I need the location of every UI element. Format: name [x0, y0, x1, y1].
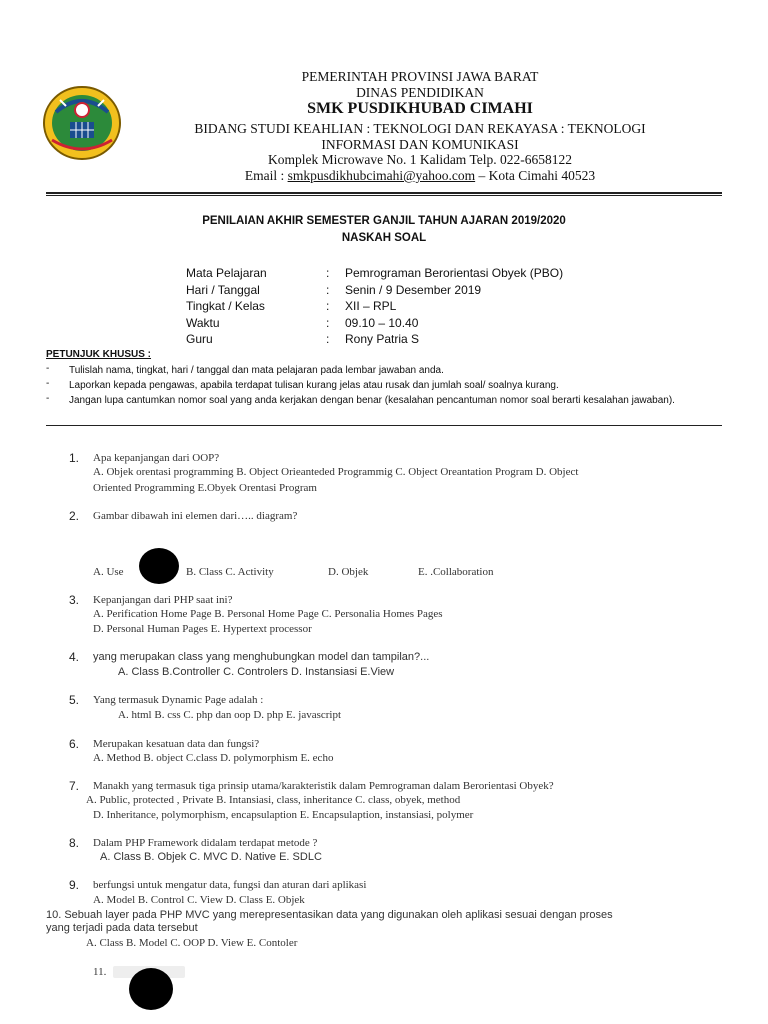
answer-options: Oriented Programming E.Obyek Orentasi Program: [93, 482, 317, 494]
redaction-blob: [129, 968, 173, 1010]
info-label: Waktu: [186, 316, 220, 330]
answer-options: A. html B. css C. php dan oop D. php E. javascript: [118, 709, 342, 721]
instruction-item: Jangan lupa cantumkan nomor soal yang anda kerjakan dengan benar (kesalahan pencantuman nomor soal berarti kesalahan jawaban).: [69, 395, 675, 406]
email-label: Email :: [244, 168, 288, 183]
instructions-heading: PETUNJUK KHUSUS :: [46, 349, 152, 360]
question-number: 5.: [69, 693, 80, 707]
bullet-dash: -: [46, 363, 50, 374]
question-text-cont: yang terjadi pada data tersebut: [46, 922, 198, 934]
letterhead-line1: PEMERINTAH PROVINSI JAWA BARAT: [301, 69, 539, 84]
question-number: 3.: [69, 593, 80, 607]
question-text: yang merupakan class yang menghubungkan model dan tampilan?...: [93, 651, 430, 663]
question-number: 2.: [69, 509, 80, 523]
school-name: SMK PUSDIKHUBAD CIMAHI: [307, 100, 533, 117]
info-label: Guru: [186, 332, 213, 346]
answer-option-bc: B. Class C. Activity: [186, 566, 274, 578]
info-colon: :: [326, 266, 330, 280]
header-divider: [46, 192, 722, 194]
question-number: 1.: [69, 451, 80, 465]
question-text: Manakh yang termasuk tiga prinsip utama/karakteristik dalam Pemrograman dalam Berorientasi Obyek?: [93, 780, 554, 792]
bullet-dash: -: [46, 393, 50, 404]
letterhead-line5: INFORMASI DAN KOMUNIKASI: [321, 137, 519, 152]
instructions-divider: [46, 425, 722, 426]
answer-options: D. Personal Human Pages E. Hypertext processor: [93, 623, 312, 635]
question-number: 6.: [69, 737, 80, 751]
question-text: Gambar dibawah ini elemen dari….. diagram?: [93, 510, 298, 522]
info-value-subject: Pemrograman Berorientasi Obyek (PBO): [345, 266, 564, 280]
info-label: Hari / Tanggal: [186, 283, 260, 297]
question-text: berfungsi untuk mengatur data, fungsi dan aturan dari aplikasi: [93, 879, 367, 891]
question-text: Dalam PHP Framework didalam terdapat metode ?: [93, 837, 318, 849]
provincial-emblem-icon: [42, 82, 122, 164]
question-text: 10. Sebuah layer pada PHP MVC yang merepresentasikan data yang digunakan oleh aplikasi sesuai dengan proses: [46, 909, 613, 921]
info-label: Mata Pelajaran: [186, 266, 267, 280]
answer-option-d: D. Objek: [328, 566, 369, 578]
letterhead-line2: DINAS PENDIDIKAN: [356, 85, 484, 100]
email-suffix: – Kota Cimahi 40523: [475, 168, 596, 183]
info-colon: :: [326, 283, 330, 297]
question-number: 8.: [69, 836, 80, 850]
info-label: Tingkat / Kelas: [186, 299, 265, 313]
answer-options: A. Class B.Controller C. Controlers D. Instansiasi E.View: [118, 666, 395, 678]
answer-options: A. Class B. Model C. OOP D. View E. Contoler: [86, 937, 298, 949]
info-value-teacher: Rony Patria S: [345, 332, 420, 346]
answer-options: A. Method B. object C.class D. polymorphism E. echo: [93, 752, 334, 764]
question-text: Apa kepanjangan dari OOP?: [93, 452, 220, 464]
answer-options: A. Public, protected , Private B. Intansiasi, class, inheritance C. class, obyek, method: [86, 794, 461, 806]
exam-subtitle: NASKAH SOAL: [341, 232, 427, 244]
info-value-date: Senin / 9 Desember 2019: [345, 283, 482, 297]
question-text: Yang termasuk Dynamic Page adalah :: [93, 694, 264, 706]
answer-options: A. Perification Home Page B. Personal Home Page C. Personalia Homes Pages: [93, 608, 443, 620]
question-text: Kepanjangan dari PHP saat ini?: [93, 594, 233, 606]
exam-title: PENILAIAN AKHIR SEMESTER GANJIL TAHUN AJARAN 2019/2020: [202, 215, 566, 227]
answer-options: A. Class B. Objek C. MVC D. Native E. SDLC: [100, 851, 322, 863]
info-value-time: 09.10 – 10.40: [345, 316, 419, 330]
answer-options: D. Inheritance, polymorphism, encapsulaption E. Encapsulaption, instansiasi, polymer: [93, 809, 474, 821]
instruction-item: Tulislah nama, tingkat, hari / tanggal dan mata pelajaran pada lembar jawaban anda.: [69, 365, 444, 376]
info-colon: :: [326, 332, 330, 346]
question-number: 7.: [69, 779, 80, 793]
redaction-blob: [139, 548, 179, 584]
school-email-line: [150, 168, 690, 184]
answer-option-a: A. Use: [93, 566, 124, 578]
email-link[interactable]: smkpusdikhubcimahi@yahoo.com: [287, 168, 476, 183]
info-colon: :: [326, 299, 330, 313]
answer-option-e: E. .Collaboration: [418, 566, 494, 578]
question-number: 9.: [69, 878, 80, 892]
instruction-item: Laporkan kepada pengawas, apabila terdapat tulisan kurang jelas atau rusak dan jumlah soal/ soalnya kurang.: [69, 380, 559, 391]
question-text: Merupakan kesatuan data dan fungsi?: [93, 738, 260, 750]
info-value-class: XII – RPL: [345, 299, 397, 313]
question-number: 4.: [69, 650, 80, 664]
question-number: 11.: [93, 966, 107, 978]
school-address: Komplek Microwave No. 1 Kalidam Telp. 022-6658122: [267, 152, 572, 167]
info-colon: :: [326, 316, 330, 330]
answer-options: A. Objek orentasi programming B. Object Orieanteded Programmig C. Object Oreantation Program D. Object: [93, 466, 579, 478]
bullet-dash: -: [46, 378, 50, 389]
answer-options: A. Model B. Control C. View D. Class E. Objek: [93, 894, 305, 906]
header-divider-thin: [46, 195, 722, 196]
letterhead-line4: BIDANG STUDI KEAHLIAN : TEKNOLOGI DAN REKAYASA : TEKNOLOGI: [194, 121, 646, 136]
